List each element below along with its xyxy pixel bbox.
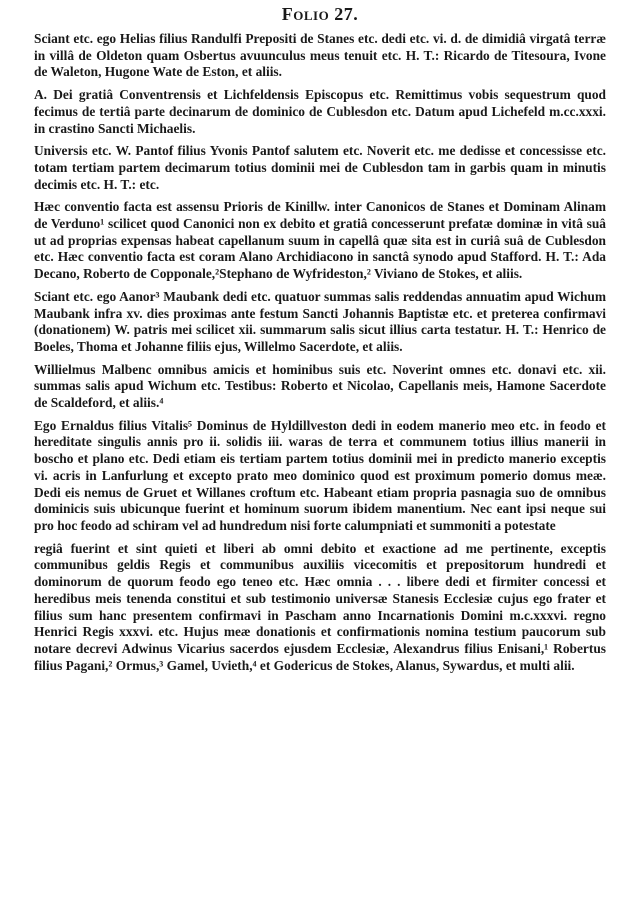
folio-heading: Folio 27. bbox=[281, 4, 359, 24]
charter-paragraph-4: Hæc conventio facta est assensu Prioris de Kinillw. inter Canonicos de Stanes et Dominam Alinam de Verduno¹ scilicet quod Canonici non ex debito et gratiâ concesserunt prefatæ dominæ in vitâ suâ ut ad proprias expensas habeat capellanum suum in capellâ quæ sita est in curiâ suâ de Cublesdon etc. Hæc conventio facta est coram Alano Archidiacono in sanctâ synodo apud Stafford. H. T.: Ada Decano, Roberto de Copponale,²Stephano de Wyfrideston,² Viviano de Stokes, et aliis. bbox=[34, 199, 606, 282]
charter-paragraph-7-continued: regiâ fuerint et sint quieti et liberi ab omni debito et exactione ad me pertinente, exceptis communibus geldis Regis et communibus auxiliis vicecomitis et prepositorum hundredi et dominorum de quorum feodo ego teneo etc. Hæc omnia . . . libere dedi et firmiter concessi et heredibus meis tenenda constitui et sub testimonio universæ Stanesis Ecclesiæ cujus ego frater et filius sum hanc presentem confirmavi in Pascham anno Incarnationis Domini m.c.xxxvi. regno Henrici Regis xxxvi. etc. Hujus meæ donationis et confirmationis nomina testium paucorum sub notare decrevi Adwinus Vicarius sacerdos ejusdem Ecclesiæ, Alexandrus filius Enisani,¹ Robertus filius Pagani,² Ormus,³ Gamel, Uvieth,⁴ et Godericus de Stokes, Alanus, Sywardus, et multi alii. bbox=[34, 540, 606, 673]
charter-paragraph-3: Universis etc. W. Pantof filius Yvonis Pantof salutem etc. Noverit etc. me dedisse et concessisse etc. totam tertiam partem decimarum totius dominii mei de Cublesdon tam in garbis quam in minutis decimis etc. H. T.: etc. bbox=[34, 143, 606, 192]
charter-paragraph-7: Ego Ernaldus filius Vitalis⁵ Dominus de Hyldillveston dedi in eodem manerio meo etc. in feodo et hereditate singulis annis pro ii. solidis iii. waras de terra et communem totius illius manerii in boscho et plano etc. Dedi etiam eis tertiam partem totius dominii mei in predicto manerio exceptis vi. acris in Lanfurlung et excepto prato meo dominico quod est proximum pomerio domus meæ. Dedi eis nemus de Gruet et Willanes croftum etc. Habeant etiam propria pasnagia suo de omnibus dominicis suis ubicunque fuerint et hominum suorum ibidem manentium. Nec eant ipsi neque sui pro hoc feodo ad schiram vel ad hundredum nisi forte calumpniati et summoniti a potestate bbox=[34, 417, 606, 533]
charter-paragraph-2: A. Dei gratiâ Conventrensis et Lichfeldensis Episcopus etc. Remittimus vobis sequestrum quod fecimus de tertiâ parte decinarum de dominico de Cublesdon etc. Datum apud Lichefeld m.cc.xxxi. in crastino Sancti Michaelis. bbox=[34, 87, 606, 136]
charter-paragraph-5: Sciant etc. ego Aanor³ Maubank dedi etc. quatuor summas salis reddendas annuatim apud Wichum Maubank infra xv. dies proximas ante festum Sancti Johannis Baptistæ etc. et preterea confirmavi (donationem) W. patris mei scilicet xii. summarum salis sicut illius carta testatur. H. T.: Henrico de Boeles, Thoma et Johanne filiis ejus, Willelmo Sacerdote, et aliis. bbox=[34, 288, 606, 354]
charter-paragraph-1: Sciant etc. ego Helias filius Randulfi Prepositi de Stanes etc. dedi etc. vi. d. de dimidiâ virgatâ terræ in villâ de Oldeton quam Osbertus avuunculus meus tenuit etc. H. T.: Ricardo de Titesoura, Ivone de Waleton, Hugone Wate de Eston, et aliis. bbox=[34, 31, 606, 80]
document-page bbox=[34, 4, 606, 680]
charter-paragraph-6: Willielmus Malbenc omnibus amicis et hominibus suis etc. Noverint omnes etc. donavi etc. xii. summas salis apud Wichum etc. Testibus: Roberto et Nicolao, Capellanis meis, Hamone Sacerdote de Scaldeford, et aliis.⁴ bbox=[34, 361, 606, 411]
